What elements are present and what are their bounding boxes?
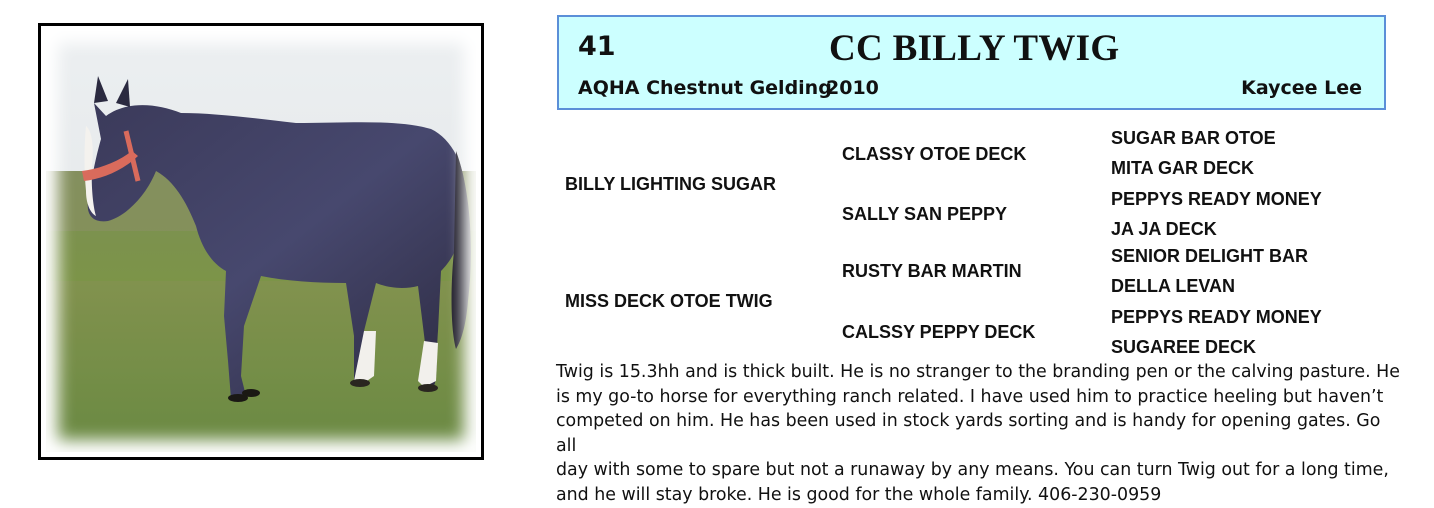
pedigree-gen3-5: SENIOR DELIGHT BAR (1111, 246, 1309, 266)
cropped-next-item (560, 489, 680, 495)
pedigree-sire-dam: SALLY SAN PEPPY (842, 204, 1008, 224)
pedigree-gen3-2: MITA GAR DECK (1111, 158, 1254, 178)
pedigree-sire: BILLY LIGHTING SUGAR (565, 174, 777, 194)
pedigree-dam: MISS DECK OTOE TWIG (565, 291, 773, 311)
horse-description (556, 360, 1406, 508)
pedigree-dam-dam: CALSSY PEPPY DECK (842, 322, 1036, 342)
horse-name: CC BILLY TWIG (829, 28, 1120, 69)
description-line: is my go-to horse for everything ranch related. I have used him to practice heeling but haven’t (556, 386, 1384, 407)
pedigree-gen3-7: PEPPYS READY MONEY (1111, 307, 1322, 327)
horse-photo-image (46, 31, 476, 452)
pedigree-gen3-4: JA JA DECK (1111, 219, 1217, 239)
horse-breed-color-sex: AQHA Chestnut Gelding (578, 77, 832, 99)
pedigree-gen3-3: PEPPYS READY MONEY (1111, 189, 1322, 209)
pedigree-dam-sire: RUSTY BAR MARTIN (842, 261, 1022, 281)
description-line: and he will stay broke. He is good for the whole family. 406-230-0959 (556, 484, 1162, 505)
description-line: Twig is 15.3hh and is thick built. He is no stranger to the branding pen or the calving pasture. He (556, 362, 1400, 382)
description-line: competed on him. He has been used in stock yards sorting and is handy for opening gates. Go all (556, 411, 1381, 456)
lot-number: 41 (578, 31, 616, 62)
consignor-name: Kaycee Lee (1241, 77, 1362, 99)
pedigree-gen3-6: DELLA LEVAN (1111, 276, 1235, 296)
pedigree-sire-sire: CLASSY OTOE DECK (842, 144, 1027, 164)
pedigree-gen3-1: SUGAR BAR OTOE (1111, 128, 1276, 148)
horse-photo (46, 31, 476, 452)
horse-photo-frame (38, 23, 484, 460)
lot-header (557, 15, 1386, 110)
pedigree-gen3-8: SUGAREE DECK (1111, 337, 1257, 357)
horse-foaling-year: 2010 (826, 77, 879, 99)
description-line: day with some to spare but not a runaway by any means. You can turn Twig out for a long time, (556, 460, 1389, 481)
